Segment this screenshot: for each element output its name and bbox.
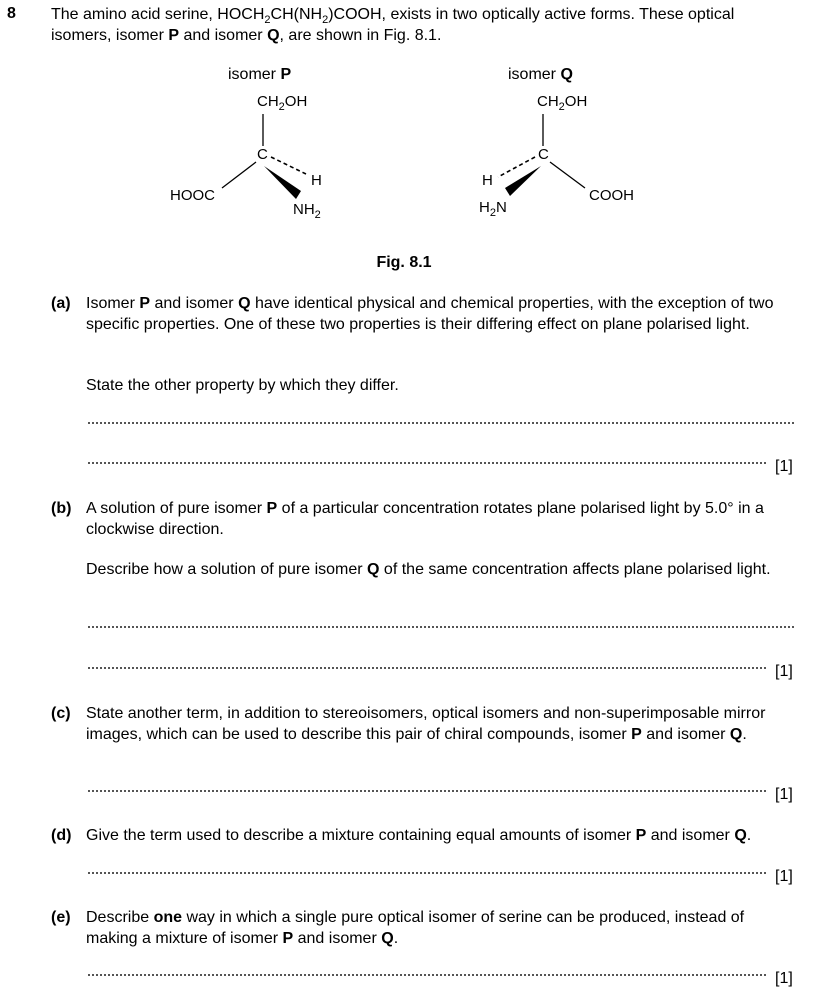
fig-8-1-structures [0,0,832,260]
part-d-text: Give the term used to describe a mixture containing equal amounts of isomer P and isomer Q. [86,827,752,844]
question-number: 8 [7,5,16,22]
p-hooc: HOOC [170,187,215,204]
part-a-label: (a) [51,295,71,312]
part-b-answer-line-2[interactable] [88,667,766,669]
part-a-mark: [1] [775,458,793,475]
p-wedge-bond [264,166,301,199]
part-e-text: Describe one way in which a single pure optical isomer of serine can be produced, instead of making a mixture of isomer P and isomer Q. [86,909,745,947]
part-c-label: (c) [51,705,71,722]
p-dashed-bond [271,157,306,174]
q-ch2oh: $CH_2OH$ [537,93,588,113]
p-bond-left [222,162,256,188]
part-e-answer-line[interactable] [88,974,766,976]
part-a-text: Isomer P and isomer Q have identical physical and chemical properties, with the exception of two specific properties. One of these two properties is their differing effect on plane polarised light. [86,295,774,333]
part-d-answer-line[interactable] [88,872,766,874]
p-hydrogen: H [311,172,322,189]
p-nh2: $NH_2$ [293,201,321,221]
part-e-mark: [1] [775,970,793,987]
q-bond-right [550,162,585,188]
q-hydrogen: H [482,172,493,189]
figure-caption: Fig. 8.1 [376,254,432,271]
q-carbon: C [538,146,549,163]
part-d-label: (d) [51,827,72,844]
p-carbon: C [257,146,268,163]
part-c-text: State another term, in addition to stereoisomers, optical isomers and non-superimposable mirror images, which can be used to describe this pair of chiral compounds, isomer P and isomer Q. [86,705,766,743]
part-a-answer-line-1[interactable] [88,422,794,424]
part-a-answer-line-2[interactable] [88,462,766,464]
part-b-text: A solution of pure isomer P of a particular concentration rotates plane polarised light by 5.0° in a clockwise direction. [86,500,764,538]
p-ch2oh: $CH_2OH$ [257,93,308,113]
part-c-mark: [1] [775,786,793,803]
part-d-mark: [1] [775,868,793,885]
part-c-answer-line[interactable] [88,790,766,792]
question-intro: The amino acid serine, $HOCH_2CH(NH_2)COOH$, exists in two optically active forms. These optical isomers, isomer P and isomer Q, are shown in Fig. 8.1. [51,6,735,44]
part-b-prompt: Describe how a solution of pure isomer Q of the same concentration affects plane polarised light. [86,561,771,578]
part-a-prompt: State the other property by which they differ. [86,377,399,394]
q-h2n: $H_2N$ [479,199,507,219]
part-b-label: (b) [51,500,72,517]
part-b-mark: [1] [775,663,793,680]
isomer-q-title: isomer Q [508,66,573,83]
isomer-p-title: isomer P [228,66,292,83]
part-b-answer-line-1[interactable] [88,626,794,628]
part-e-label: (e) [51,909,71,926]
q-cooh: COOH [589,187,634,204]
